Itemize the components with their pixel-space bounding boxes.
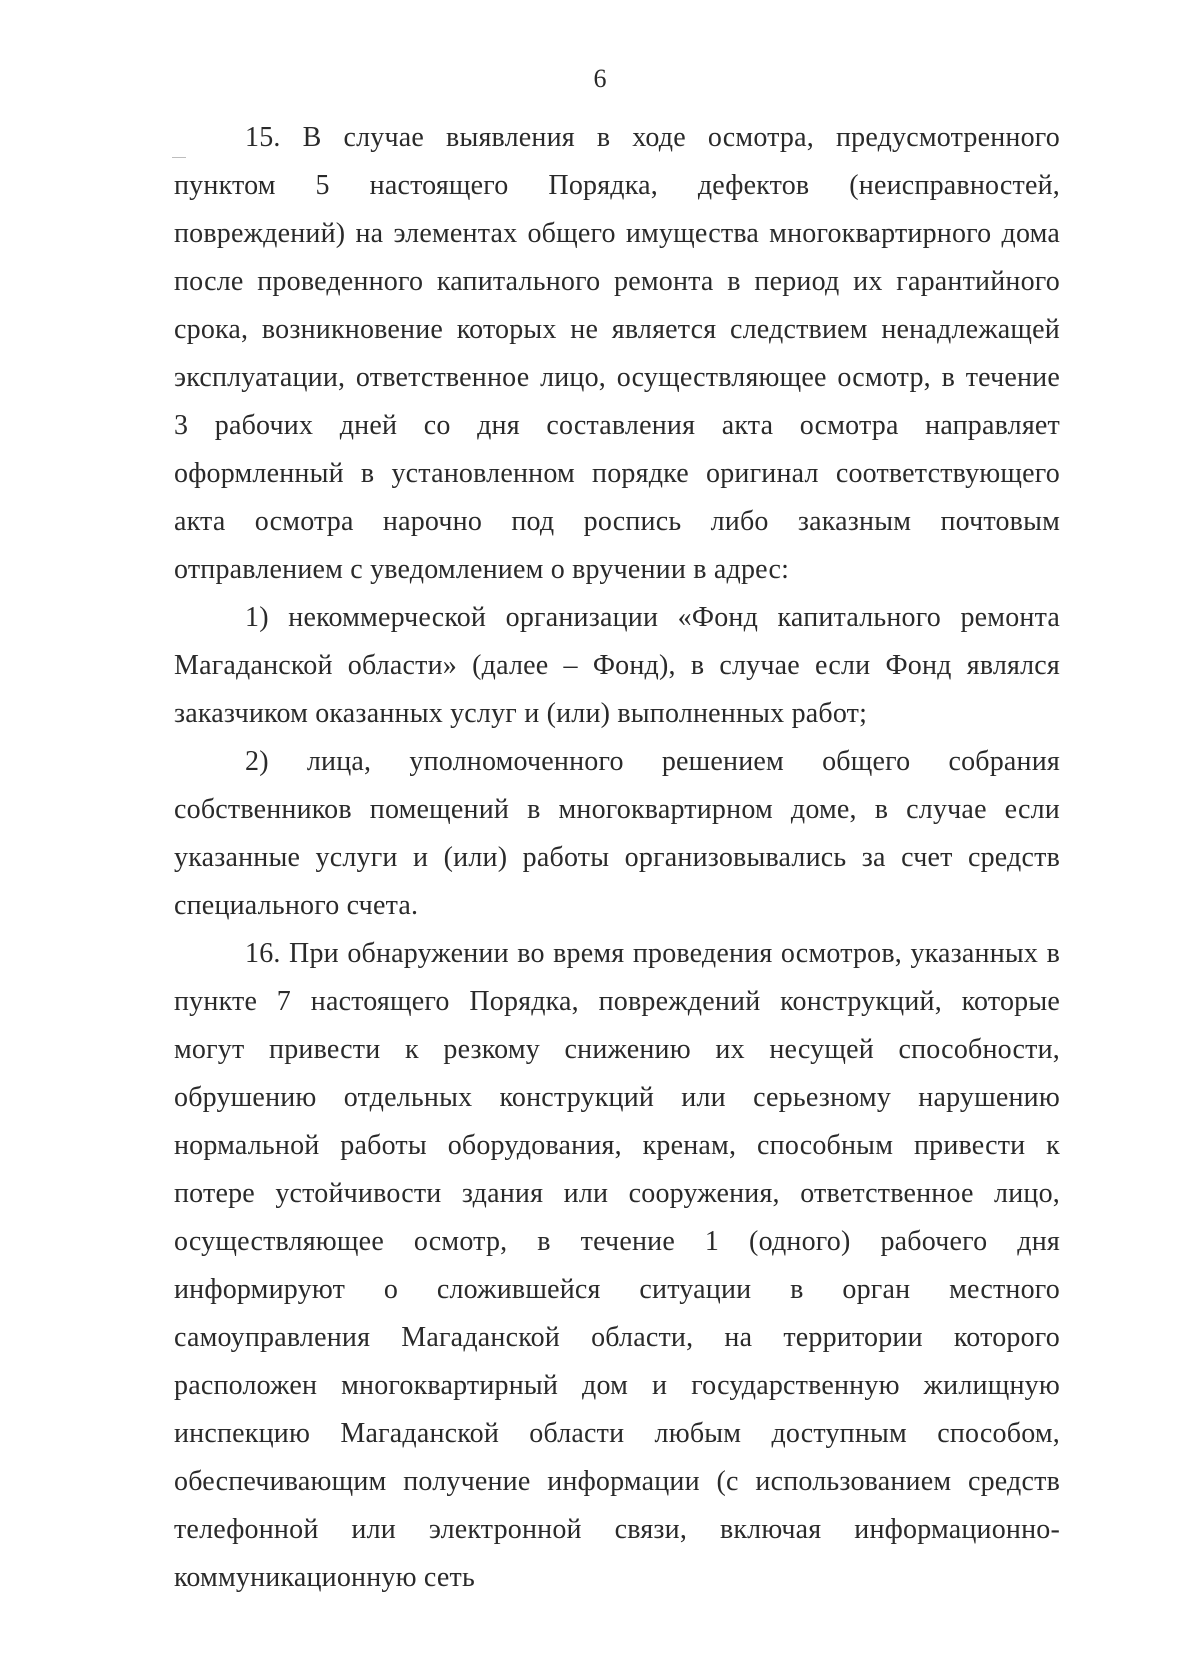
page-number: 6	[593, 64, 607, 93]
paragraph-subitem-1: 1) некоммерческой организации «Фонд капитального ремонта Магаданской области» (далее – Фонд), в случае если Фонд являлся заказчиком оказанных услуг и (или) выполненных работ;	[174, 602, 1060, 729]
paragraph-subitem-2: 2) лица, уполномоченного решением общего собрания собственников помещений в многоквартирном доме, в случае если указанные услуги и (или) работы организовывались за счет средств специального счета.	[174, 746, 1060, 921]
document-body	[174, 114, 1060, 1602]
paragraph-item-15: 15. В случае выявления в ходе осмотра, предусмотренного пунктом 5 настоящего Порядка, дефектов (неисправностей, повреждений) на элементах общего имущества многоквартирного дома после проведенного капитального ремонта в период их гарантийного срока, возникновение которых не является следствием ненадлежащей эксплуатации, ответственное лицо, осуществляющее осмотр, в течение 3 рабочих дней со дня составления акта осмотра направляет оформленный в установленном порядке оригинал соответствующего акта осмотра нарочно под роспись либо заказным почтовым отправлением с уведомлением о вручении в адрес:	[174, 122, 1060, 585]
paragraph-item-16: 16. При обнаружении во время проведения осмотров, указанных в пункте 7 настоящего Порядка, повреждений конструкций, которые могут привести к резкому снижению их несущей способности, обрушению отдельных конструкций или серьезному нарушению нормальной работы оборудования, кренам, способным привести к потере устойчивости здания или сооружения, ответственное лицо, осуществляющее осмотр, в течение 1 (одного) рабочего дня информируют о сложившейся ситуации в орган местного самоуправления Магаданской области, на территории которого расположен многоквартирный дом и государственную жилищную инспекцию Магаданской области любым доступным способом, обеспечивающим получение информации (с использованием средств телефонной или электронной связи, включая информационно-коммуникационную сеть	[174, 938, 1060, 1593]
